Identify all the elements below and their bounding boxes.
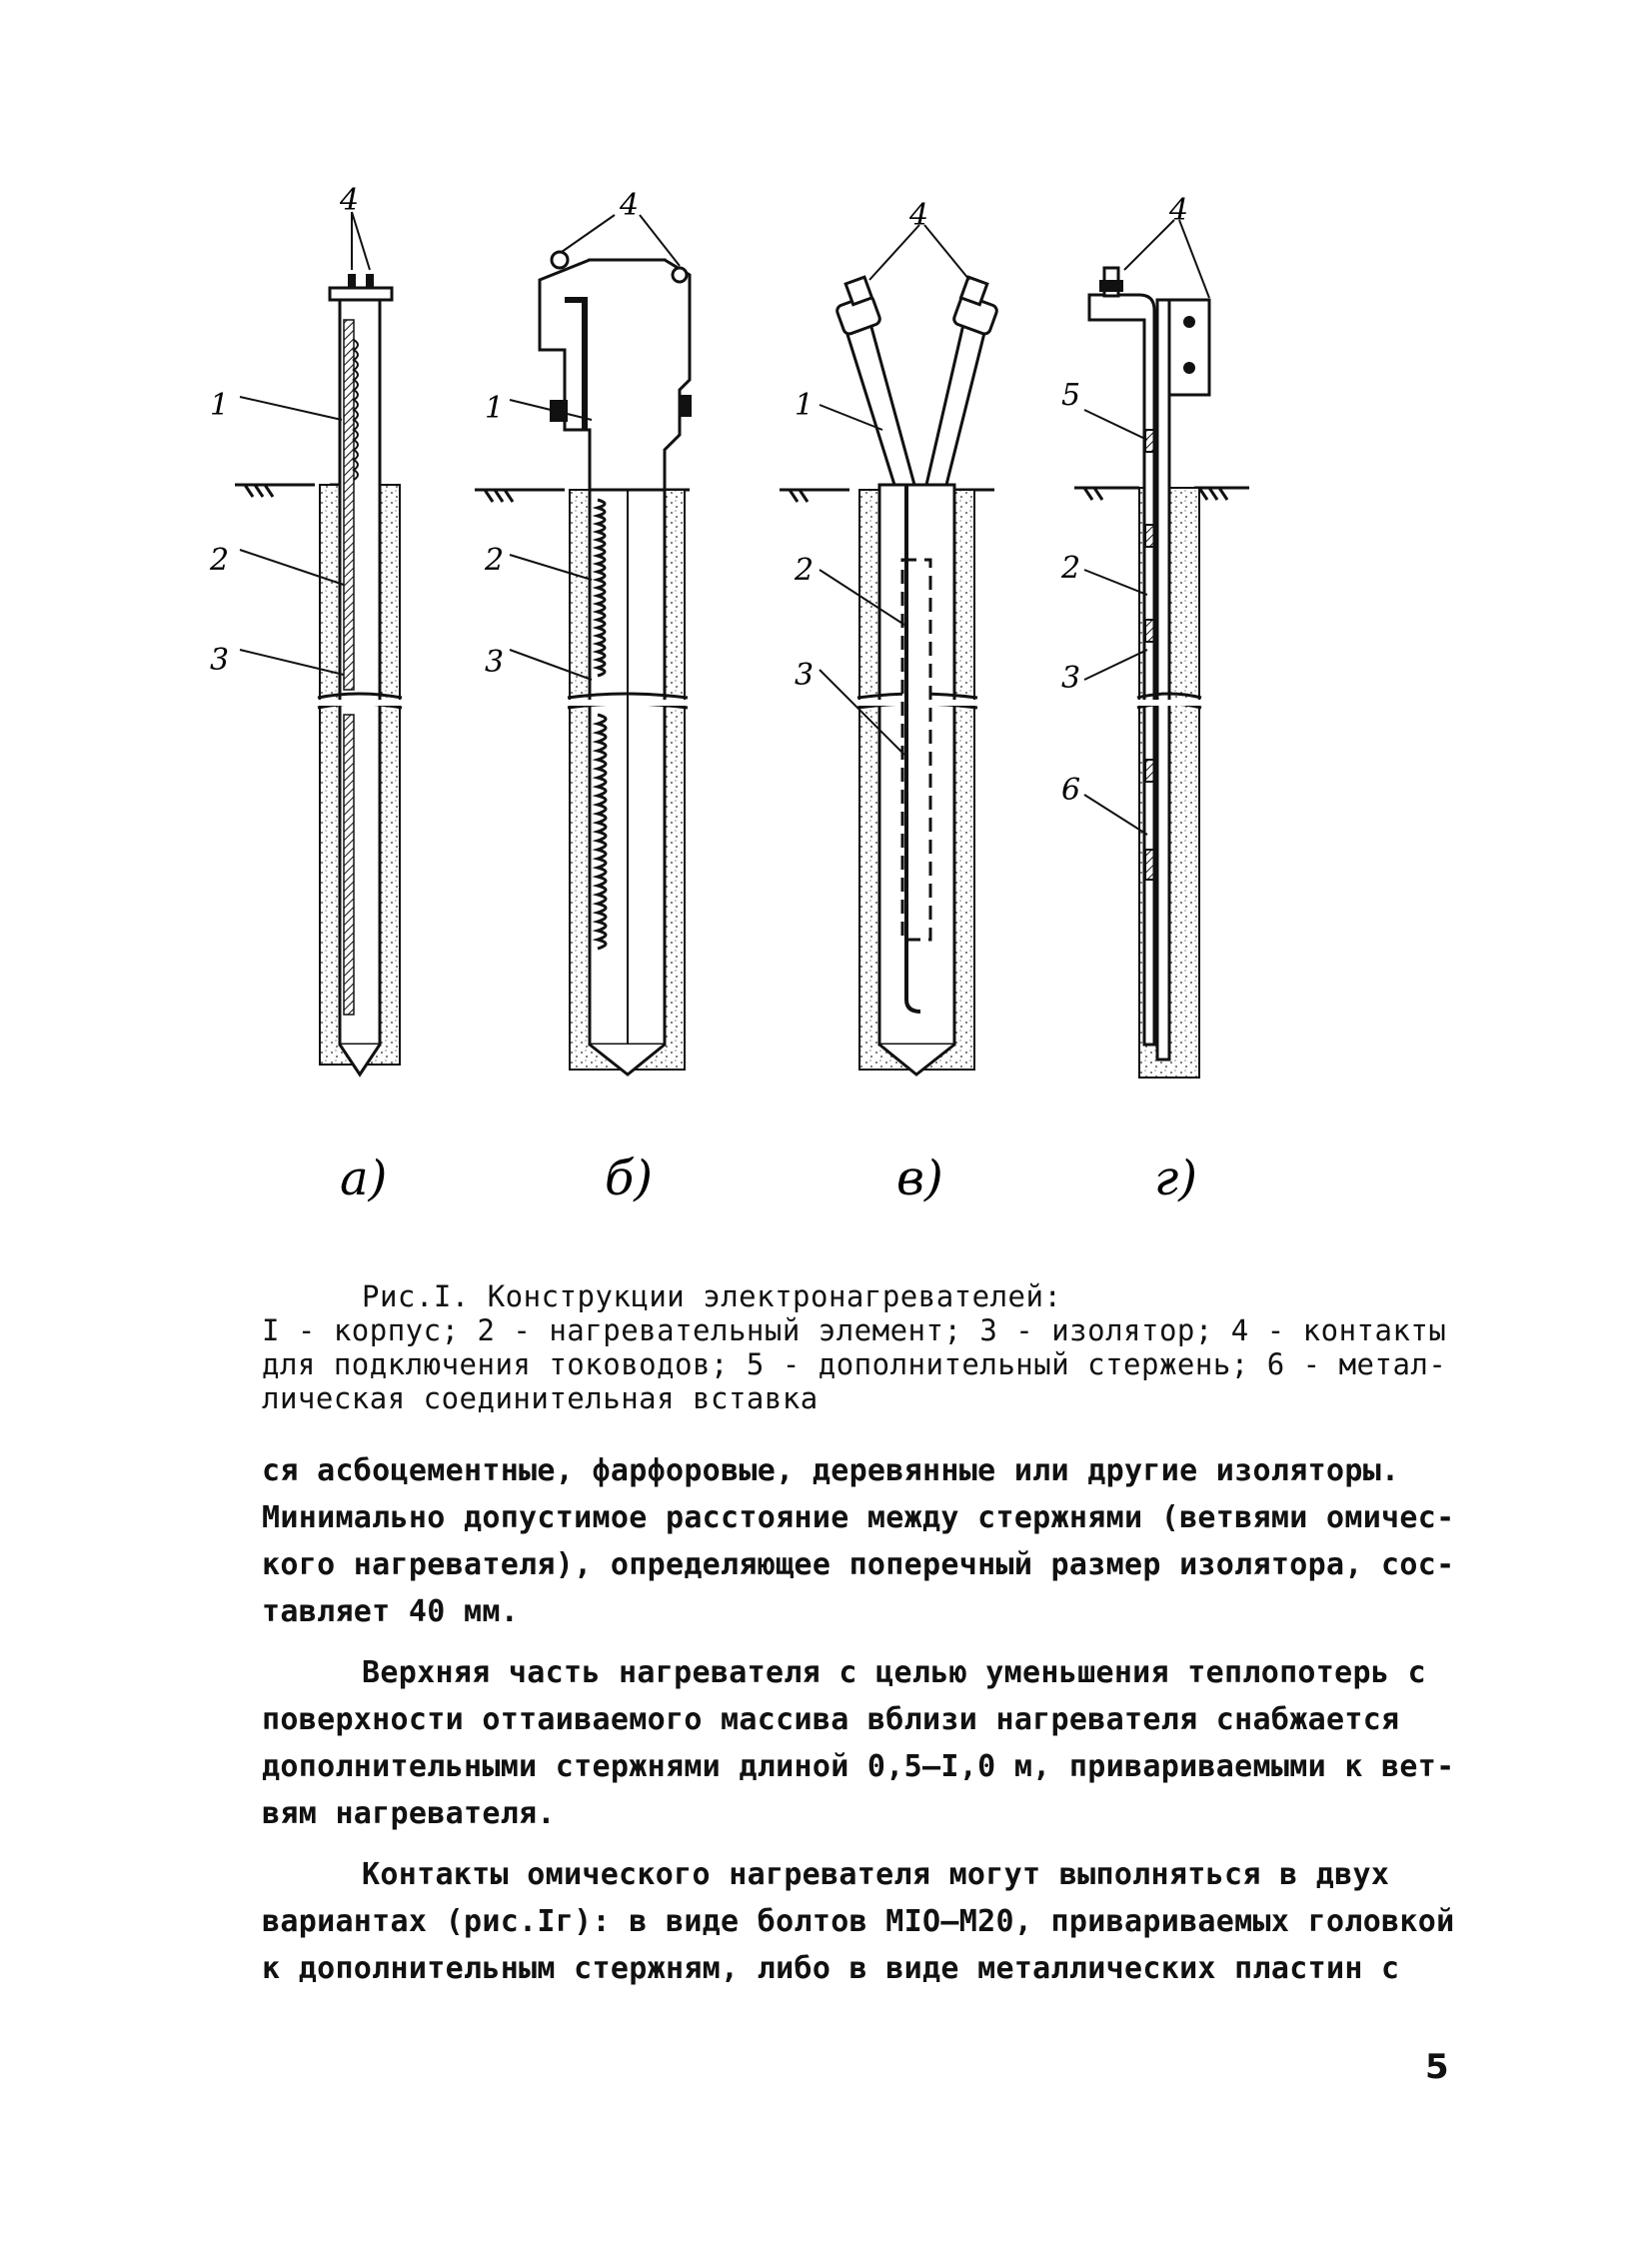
text-line: Верхняя часть нагревателя с целью уменьшения теплопотерь с bbox=[362, 1655, 1426, 1690]
text-line: тавляет 40 мм. bbox=[262, 1594, 520, 1629]
callout-v-3: 3 bbox=[795, 658, 815, 693]
paragraph-1 bbox=[262, 1447, 1455, 1635]
caption-line: I - корпус; 2 - нагревательный элемент; 3 - изолятор; 4 - контакты bbox=[262, 1313, 1447, 1347]
text-line: вям нагревателя. bbox=[262, 1796, 556, 1831]
contact-plate-g bbox=[1169, 300, 1209, 395]
callout-a-2: 2 bbox=[210, 543, 230, 578]
paragraph-3 bbox=[262, 1851, 1455, 1992]
heater-figure bbox=[210, 183, 1469, 1249]
panel-label-g: г) bbox=[1154, 1150, 1197, 1206]
callout-v-2: 2 bbox=[795, 553, 815, 588]
callout-a-3: 3 bbox=[210, 643, 230, 678]
caption-line: лическая соединительная вставка bbox=[262, 1381, 819, 1415]
heater-diagram bbox=[210, 183, 1469, 1249]
text-line: к дополнительным стержням, либо в виде металлических пластин с bbox=[262, 1951, 1400, 1986]
panel-label-v: в) bbox=[896, 1150, 943, 1206]
flange-a bbox=[330, 288, 392, 300]
callout-b-2: 2 bbox=[485, 543, 505, 578]
panel-b bbox=[475, 188, 692, 1206]
callout-b-4: 4 bbox=[620, 188, 640, 223]
callout-a-4: 4 bbox=[340, 183, 360, 218]
callout-g-3: 3 bbox=[1061, 661, 1081, 696]
heating-element-a bbox=[344, 320, 354, 690]
caption-line: для подключения тоководов; 5 - дополнительный стержень; 6 - метал- bbox=[262, 1347, 1447, 1381]
text-line: дополнительными стержнями длиной 0,5–I,0 м, привариваемыми к вет- bbox=[262, 1749, 1455, 1784]
panel-label-a: а) bbox=[340, 1150, 388, 1206]
text-line: кого нагревателя), определяющее поперечный размер изолятора, сос- bbox=[262, 1547, 1455, 1582]
callout-b-3: 3 bbox=[485, 645, 505, 680]
caption-title: Рис.I. Конструкции электронагревателей: bbox=[362, 1279, 1062, 1313]
branch-left-v bbox=[844, 320, 914, 485]
text-line: Минимально допустимое расстояние между стержнями (ветвями омичес- bbox=[262, 1500, 1455, 1535]
panel-a bbox=[209, 183, 402, 1206]
callout-v-1: 1 bbox=[795, 388, 815, 423]
callout-g-5: 5 bbox=[1061, 378, 1081, 413]
callout-v-4: 4 bbox=[909, 198, 929, 233]
page-number: 5 bbox=[1425, 2047, 1449, 2087]
text-line: ся асбоцементные, фарфоровые, деревянные или другие изоляторы. bbox=[262, 1453, 1400, 1488]
text-line: поверхности оттаиваемого массива вблизи нагревателя снабжается bbox=[262, 1702, 1400, 1737]
callout-g-2: 2 bbox=[1061, 551, 1081, 586]
head-housing-b bbox=[540, 260, 690, 490]
panel-label-b: б) bbox=[605, 1150, 654, 1206]
callout-a-1: 1 bbox=[210, 388, 230, 423]
text-line: Контакты омического нагревателя могут выполняться в двух bbox=[362, 1857, 1390, 1892]
paragraph-2 bbox=[262, 1649, 1455, 1837]
plate-rod-g bbox=[1157, 300, 1169, 1060]
body-text bbox=[262, 1447, 1455, 2006]
bolt-rod-g bbox=[1089, 295, 1154, 1045]
figure-caption bbox=[262, 1279, 1481, 1415]
callout-g-6: 6 bbox=[1061, 773, 1081, 808]
callout-b-1: 1 bbox=[485, 391, 505, 426]
panel-v bbox=[780, 198, 998, 1206]
branch-right-v bbox=[926, 320, 986, 485]
callout-g-4: 4 bbox=[1169, 193, 1189, 228]
panel-g bbox=[1060, 193, 1249, 1206]
text-line: вариантах (рис.Iг): в виде болтов MIO–M20, привариваемых головкой bbox=[262, 1904, 1455, 1939]
